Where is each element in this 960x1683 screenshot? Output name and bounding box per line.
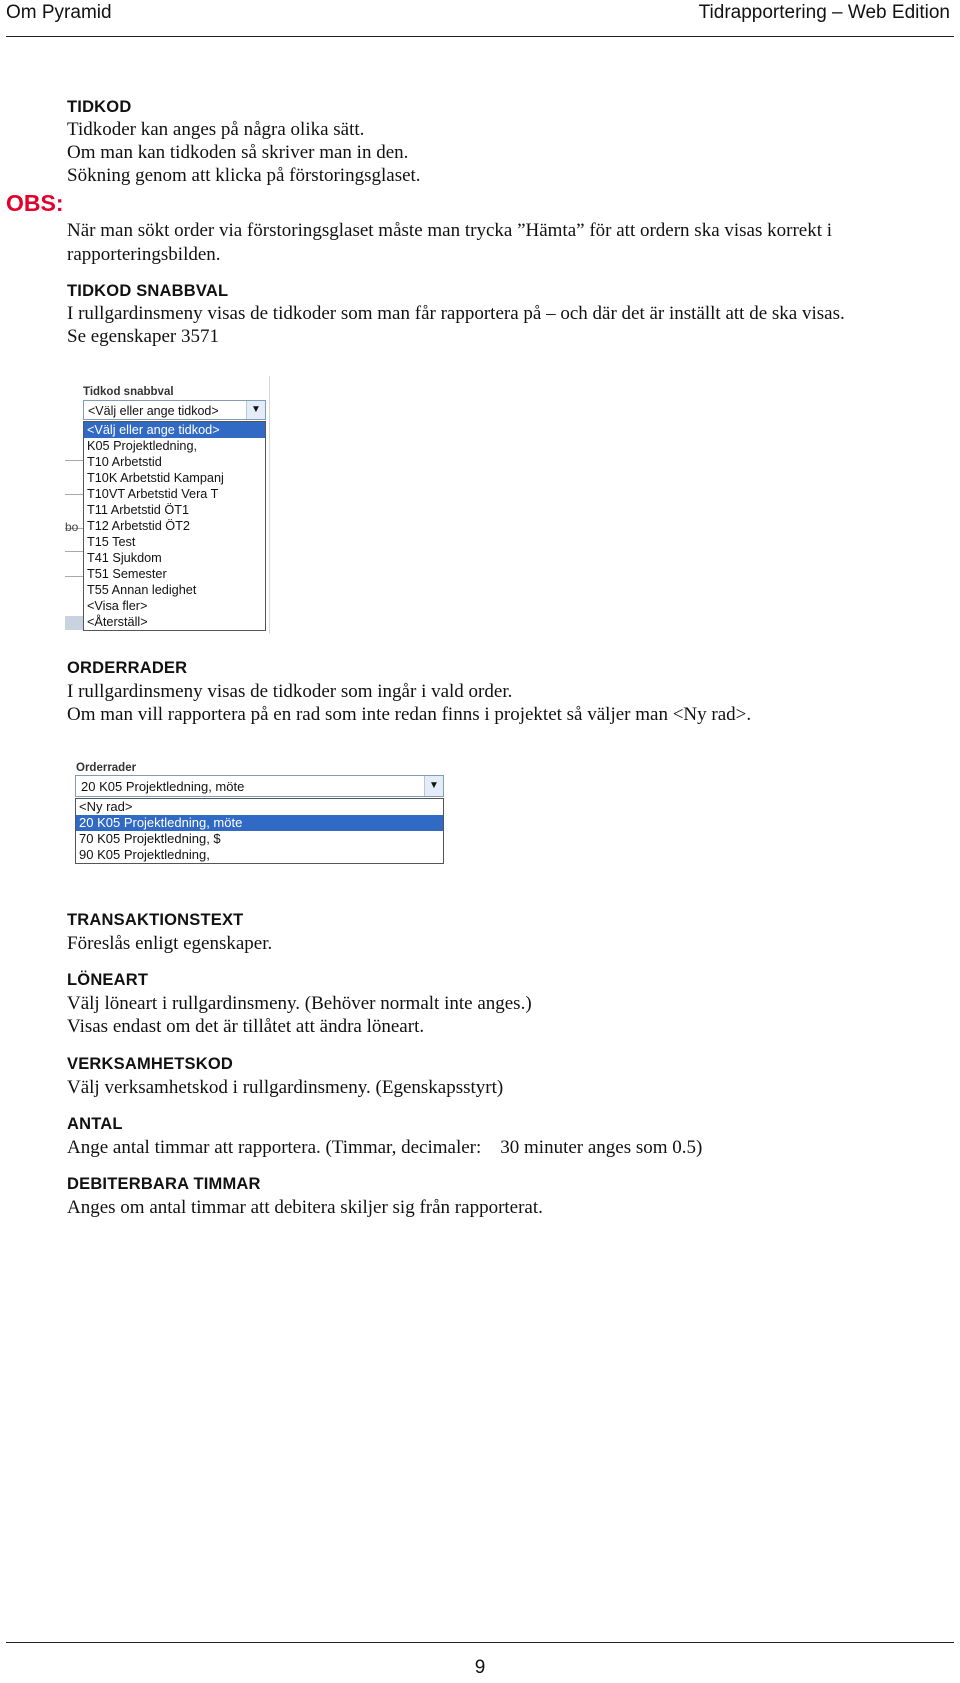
antal-heading: ANTAL [67,1115,123,1133]
orderrader-screenshot [73,760,445,868]
tidkod-option[interactable]: T10K Arbetstid Kampanj [87,471,224,485]
tidkod-snabbval-screenshot [65,376,269,634]
orderrader-value: 20 K05 Projektledning, möte [81,779,245,794]
tidkod-option[interactable]: K05 Projektledning, [87,439,198,453]
page-number: 9 [474,1657,486,1678]
tidkod-option[interactable]: T11 Arbetstid ÖT1 [87,503,190,517]
tidkod-option[interactable]: T10VT Arbetstid Vera T [87,487,219,501]
header-doc-title: Tidrapportering – Web Edition [698,2,950,23]
tidkod-line: rapporteringsbilden. [67,244,221,265]
orderrader-caption: Orderrader [76,762,137,774]
tidkod-line: Sökning genom att klicka på förstoringsglaset. [67,165,421,186]
transaktionstext-line: Föreslås enligt egenskaper. [67,933,273,954]
background-text-fragment: bo [65,520,79,534]
orderrad-option[interactable]: 20 K05 Projektledning, möte [76,815,443,831]
orderrader-heading: ORDERRADER [67,659,188,677]
chevron-down-icon[interactable]: ▼ [246,401,265,419]
orderrad-option[interactable]: 90 K05 Projektledning, [79,847,210,862]
obs-label: OBS: [6,190,64,216]
antal-line: Ange antal timmar att rapportera. (Timmar, decimaler: 30 minuter anges som 0.5) [67,1137,703,1158]
tidkod-option[interactable]: T15 Test [87,535,136,549]
tidkod-option[interactable]: T41 Sjukdom [87,551,162,565]
page-header [0,0,960,40]
background-divider [65,576,83,577]
orderrad-option[interactable]: <Ny rad> [79,799,133,814]
tidkod-snabbval-select[interactable] [83,400,266,420]
background-divider [65,494,83,495]
tidkod-snabbval-value: <Välj eller ange tidkod> [88,404,219,418]
debiterbara-line: Anges om antal timmar att debitera skiljer sig från rapporterat. [67,1197,543,1218]
tidkod-option[interactable]: T10 Arbetstid [87,455,162,469]
orderrader-line: I rullgardinsmeny visas de tidkoder som ingår i vald order. [67,681,513,702]
header-rule [6,36,954,37]
tidkod-line: Tidkoder kan anges på några olika sätt. [67,119,365,140]
transaktionstext-heading: TRANSAKTIONSTEXT [67,911,244,929]
loneart-line: Visas endast om det är tillåtet att ändra löneart. [67,1016,425,1037]
snabbval-line: Se egenskaper 3571 [67,326,219,347]
background-divider [65,551,83,552]
loneart-line: Välj löneart i rullgardinsmeny. (Behöver normalt inte anges.) [67,993,532,1014]
tidkod-option[interactable]: T55 Annan ledighet [87,583,197,597]
loneart-heading: LÖNEART [67,971,149,989]
verksamhetskod-line: Välj verksamhetskod i rullgardinsmeny. (Egenskapsstyrt) [67,1077,504,1098]
snabbval-heading: TIDKOD SNABBVAL [67,282,229,300]
tidkod-option[interactable]: <Återställ> [87,615,148,629]
tidkod-option[interactable]: <Visa fler> [87,599,148,613]
snabbval-line: I rullgardinsmeny visas de tidkoder som man får rapportera på – och där det är inställt att de ska visas. [67,303,845,324]
tidkod-line: När man sökt order via förstoringsglaset måste man trycka ”Hämta” för att ordern ska visas korrekt i [67,220,833,241]
tidkod-snabbval-caption: Tidkod snabbval [83,386,174,398]
tidkod-heading: TIDKOD [67,98,132,116]
tidkod-option[interactable]: T51 Semester [87,567,167,581]
verksamhetskod-heading: VERKSAMHETSKOD [67,1055,233,1073]
background-scrollbar [65,616,83,630]
orderrader-line: Om man vill rapportera på en rad som inte redan finns i projektet så väljer man <Ny rad>. [67,704,752,725]
tidkod-option[interactable]: <Välj eller ange tidkod> [84,422,265,438]
background-divider [65,460,83,461]
tidkod-line: Om man kan tidkoden så skriver man in den. [67,142,409,163]
orderrad-option[interactable]: 70 K05 Projektledning, $ [79,831,221,846]
header-section-title: Om Pyramid [6,2,112,23]
chevron-down-icon[interactable]: ▼ [424,776,443,796]
tidkod-snabbval-options [83,421,266,631]
tidkod-option[interactable]: T12 Arbetstid ÖT2 [87,519,190,533]
orderrader-select[interactable] [75,775,444,797]
orderrader-options [75,798,444,864]
debiterbara-heading: DEBITERBARA TIMMAR [67,1175,261,1193]
footer-rule [6,1642,954,1643]
